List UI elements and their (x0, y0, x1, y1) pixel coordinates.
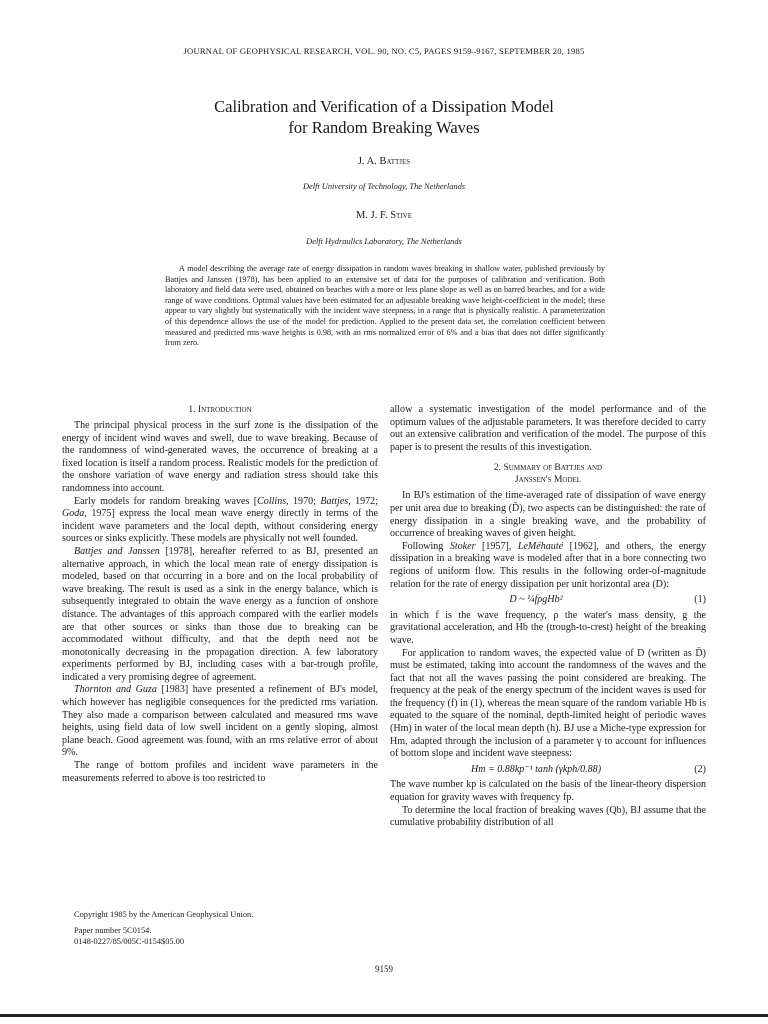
section-1-heading (62, 404, 378, 416)
text-span: [1983] have presented a refinement of BJ's model, which however has negligible consequences for the predicted rms variation. They also made a comparison between calculated and measured rms wave heights, using field data of low swell incident on a gently sloping, almost plane beach. Good agreement was found, with an rms relative error of about 9%. (62, 684, 378, 759)
section-1-paragraph-5: The range of bottom profiles and incident wave parameters in the measurements referred to above is too restricted to (62, 760, 378, 784)
section-1-paragraph-3 (62, 546, 378, 685)
section-1-paragraph-1: The principal physical process in the surf zone is the dissipation of the energy of incident wind waves and swell, due to wave breaking. Because of the randomness of wind-generated waves, the occurrence of breaking at a fixed location is itself a random process. Realistic models for the prediction of the onshore variation of wave energy and radiation stress should take this randomness into account. (62, 420, 378, 494)
journal-header: JOURNAL OF GEOPHYSICAL RESEARCH, VOL. 90, NO. C5, PAGES 9159–9167, SEPTEMBER 20, 1985 (183, 46, 585, 56)
text-span: Early models for random breaking waves [ (74, 495, 258, 507)
equation-1 (390, 594, 706, 607)
section-2-paragraph-3: in which f is the wave frequency, ρ the water's mass density, g the gravitational acceleration, and Hb the (trough-to-crest) height of the breaking wave. (390, 609, 706, 646)
citation: Collins (257, 495, 287, 507)
title-line-1: Calibration and Verification of a Dissipation Model (214, 97, 554, 116)
author-2-affiliation: Delft Hydraulics Laboratory, The Netherlands (306, 237, 462, 246)
text-span: [1962], and others, the energy dissipation in a breaking wave is modeled after that in a bore connecting two regions of uniform flow. This results in the following order-of-magnitude relation for the rate of energy dissipation per unit horizontal area (D): (390, 540, 706, 590)
section-2-title-line-1: Summary of Battjes and (503, 462, 603, 474)
paper-number: Paper number 5C0154. (74, 926, 152, 936)
section-1-title: Introduction (197, 404, 252, 415)
equation-1-expression: D ~ ¼fρgHb² (509, 594, 563, 606)
equation-2-number: (2) (694, 763, 706, 775)
left-column (62, 404, 378, 785)
continued-paragraph: allow a systematic investigation of the model performance and of the optimum values of the adjustable parameters. It was therefore decided to carry out an extensive calibration and verification of the model. The purpose of this paper is to present the results of this investigation. (390, 404, 706, 453)
citation: LeMéhauté (517, 540, 564, 552)
text-span: , 1975] express the local mean wave energy directly in terms of the incident wave parameters and the local depth, without considering energy sources or sinks explicitly. These models are physically not well founded. (62, 508, 378, 545)
text-span: , 1972; (348, 495, 378, 507)
author-2-initials: M. J. F. (356, 210, 391, 221)
equation-2 (390, 764, 706, 777)
issn-code: 0148-0227/85/005C-0154$05.00 (74, 936, 185, 946)
text-span: Following (402, 540, 450, 552)
author-1-affiliation: Delft University of Technology, The Netherlands (302, 182, 466, 191)
text-span: [1978], hereafter referred to as BJ, presented an alternative approach, in which the local mean rate of energy dissipation is modeled, based on that occurring in a bore and on the local probability of wave breaking. The result is used as a sink in the energy balance, which is subsequently integrated to obtain the wave energy as a function of onshore distance. The advantages of this approach compared with the earlier models are that other sources or sinks than those due to breaking can be accommodated without difficulty, and that the depth need not be monotonically decreasing in the propagation direction. A few laboratory experiments performed by BJ, including cases with a bar-trough profile, indicated a very promising degree of agreement. (62, 545, 378, 683)
text-span: , 1970; (286, 495, 321, 507)
author-2 (0, 210, 768, 221)
section-2-paragraph-1: In BJ's estimation of the time-averaged rate of dissipation of wave energy per unit area due to breaking (D̄), two aspects can be distinguished: the rate of energy dissipation in a single breaking wave, and the probability of occurrence of breaking waves of given height. (390, 490, 706, 540)
right-column (390, 404, 706, 830)
copyright-block (74, 910, 253, 947)
section-1-number: 1. (188, 404, 198, 415)
section-2-paragraph-6: To determine the local fraction of breaking waves (Qb), BJ assume that the cumulative probability distribution of all (390, 804, 706, 829)
section-2-title-line-2: Janssen's Model (514, 474, 582, 486)
text-span: [1957], (475, 540, 518, 552)
copyright-line: Copyright 1985 by the American Geophysical Union. (74, 910, 254, 919)
citation: Battjes (320, 495, 349, 507)
section-1-paragraph-2 (62, 496, 378, 546)
citation: Thornton and Guza (74, 684, 157, 696)
abstract: A model describing the average rate of energy dissipation in random waves breaking in shallow water, published previously by Battjes and Janssen (1978), has been applied to an extensive set of data for the purposes of calibration and verification. Both laboratory and field data were used, obtained on beaches with a more or less plane slope as well as on barred beaches, and for a wide range of wave conditions. Optimal values have been estimated for an adjustable breaking wave height-coefficient in the model; these appear to vary slightly but systematically with the incident wave steepness, in a range that is physically realistic. A parameterization of this dependence allows the use of the model for prediction. Applied to the present data set, the correlation coefficient between measured and predicted rms wave heights is 0.98, with an rms normalized error of 6% and a bias that does not differ significantly from zero. (165, 264, 605, 348)
section-2-paragraph-4: For application to random waves, the expected value of D (written as D̄) must be estimated, taking into account the randomness of the waves and the fact that not all the waves passing the point considered are breaking. The frequency at the peak of the energy spectrum of the incident waves is used for the frequency (f) in (1), whereas the mean square of the random variable Hb is equated to the square of the nominal, depth-limited height of periodic waves (Hm) in water of the local mean depth (h). BJ use a Miche-type expression for Hm, adapted through the inclusion of a parameter γ to account for influences of bottom slope and incident wave steepness: (390, 647, 706, 760)
section-2-heading-line-1 (390, 462, 706, 474)
section-2-paragraph-2 (390, 541, 706, 591)
section-2-paragraph-5: The wave number kp is calculated on the basis of the linear-theory dispersion equation for gravity waves with frequency fp. (390, 779, 706, 804)
author-1-initials: J. A. (357, 156, 380, 167)
citation: Goda (62, 508, 85, 520)
paper-title (0, 96, 768, 138)
equation-1-number: (1) (694, 594, 706, 606)
section-2-heading (390, 462, 706, 486)
citation: Battjes and Janssen (74, 545, 160, 557)
equation-2-expression: Hm = 0.88kp⁻¹ tanh (γkph/0.88) (470, 763, 602, 775)
section-2-number: 2. (493, 462, 504, 474)
author-1 (0, 156, 768, 167)
author-1-surname: Battjes (379, 156, 411, 167)
title-line-2: for Random Breaking Waves (288, 118, 480, 137)
bottom-rule (0, 1014, 768, 1017)
citation: Stoker (449, 540, 476, 552)
section-1-paragraph-4 (62, 684, 378, 760)
author-2-surname: Stive (390, 210, 412, 221)
page-number: 9159 (375, 964, 393, 974)
